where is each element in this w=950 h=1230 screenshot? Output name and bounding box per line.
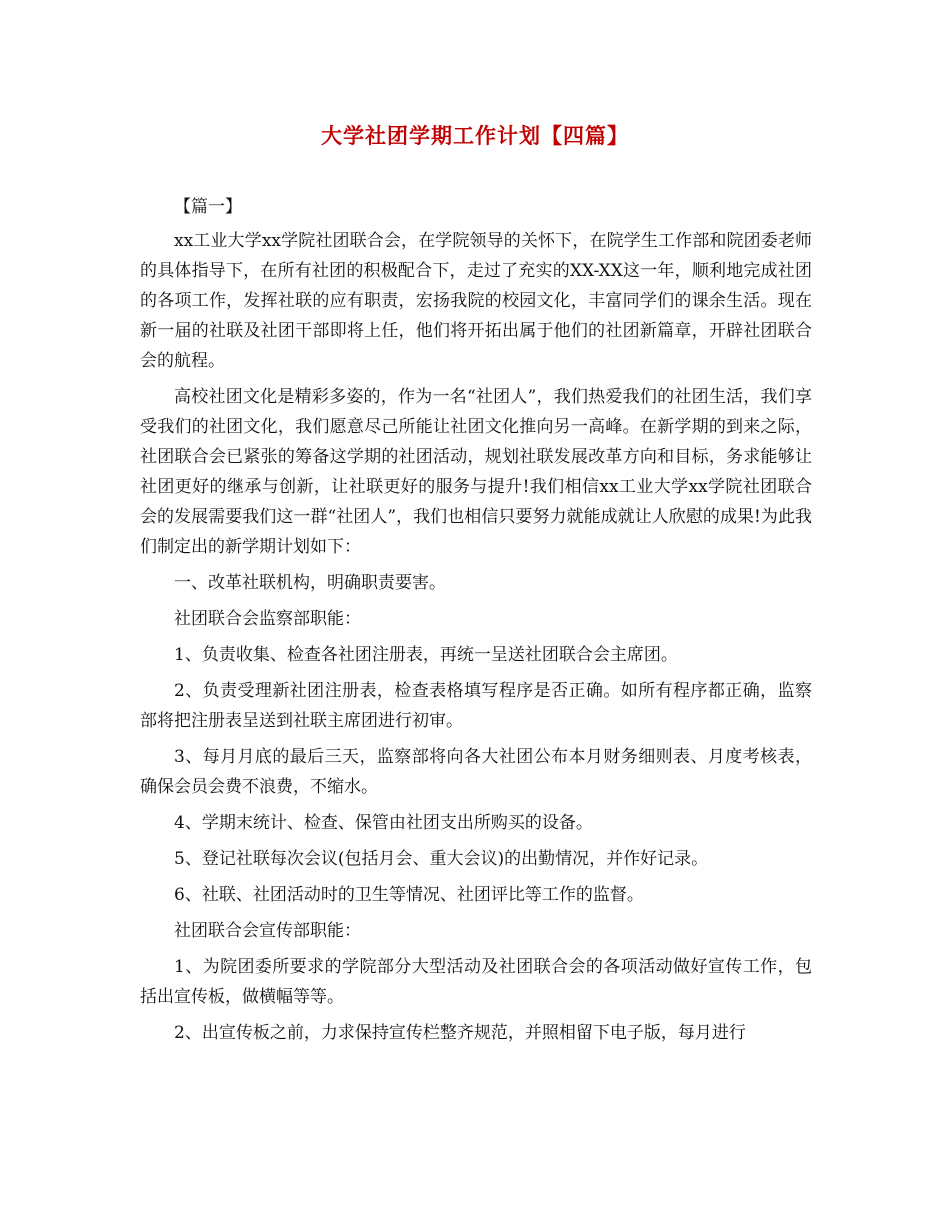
paragraph: 社团联合会宣传部职能： (174, 921, 361, 941)
section-label: 【篇一】 (174, 197, 242, 217)
paragraph: xx工业大学xx学院社团联合会，在学院领导的关怀下，在院学生工作部和院团委老师的具体指导下，在所有社团的积极配合下，走过了充实的XX-XX这一年，顺利地完成社团的各项工作，发挥社联的应有职责，宏扬我院的校园文化，丰富同学们的课余生活。现在新一届的社联及社团干部即将上任，他们将开拓出属于他们的社团新篇章，开辟社团联合会的航程。 (140, 231, 812, 371)
document-body (140, 192, 812, 1054)
paragraph: 2、负责受理新社团注册表，检查表格填写程序是否正确。如所有程序都正确，监察部将把注册表呈送到社联主席团进行初审。 (140, 681, 812, 731)
paragraph: 社团联合会监察部职能： (174, 609, 361, 629)
paragraph: 1、为院团委所要求的学院部分大型活动及社团联合会的各项活动做好宣传工作，包括出宣传板，做横幅等等。 (140, 957, 812, 1007)
document-title: 大学社团学期工作计划【四篇】 (321, 123, 629, 148)
paragraph: 1、负责收集、检查各社团注册表，再统一呈送社团联合会主席团。 (174, 645, 678, 665)
paragraph: 高校社团文化是精彩多姿的，作为一名“社团人”，我们热爱我们的社团生活，我们享受我们的社团文化，我们愿意尽己所能让社团文化推向另一高峰。在新学期的到来之际，社团联合会已紧张的筹备这学期的社团活动，规划社联发展改革方向和目标，务求能够让社团更好的继承与创新，让社联更好的服务与提升!我们相信xx工业大学xx学院社团联合会的发展需要我们这一群“社团人”，我们也相信只要努力就能成就让人欣慰的成果!为此我们制定出的新学期计划如下： (140, 387, 812, 557)
paragraph: 2、出宣传板之前，力求保持宣传栏整齐规范，并照相留下电子版，每月进行 (174, 1023, 746, 1043)
paragraph: 6、社联、社团活动时的卫生等情况、社团评比等工作的监督。 (174, 885, 644, 905)
paragraph: 4、学期末统计、检查、保管由社团支出所购买的设备。 (174, 813, 593, 833)
paragraph: 一、改革社联机构，明确职责要害。 (174, 573, 446, 593)
paragraph: 5、登记社联每次会议(包括月会、重大会议)的出勤情况，并作好记录。 (174, 849, 709, 869)
paragraph: 3、每月月底的最后三天，监察部将向各大社团公布本月财务细则表、月度考核表，确保会员会费不浪费，不缩水。 (140, 747, 812, 797)
